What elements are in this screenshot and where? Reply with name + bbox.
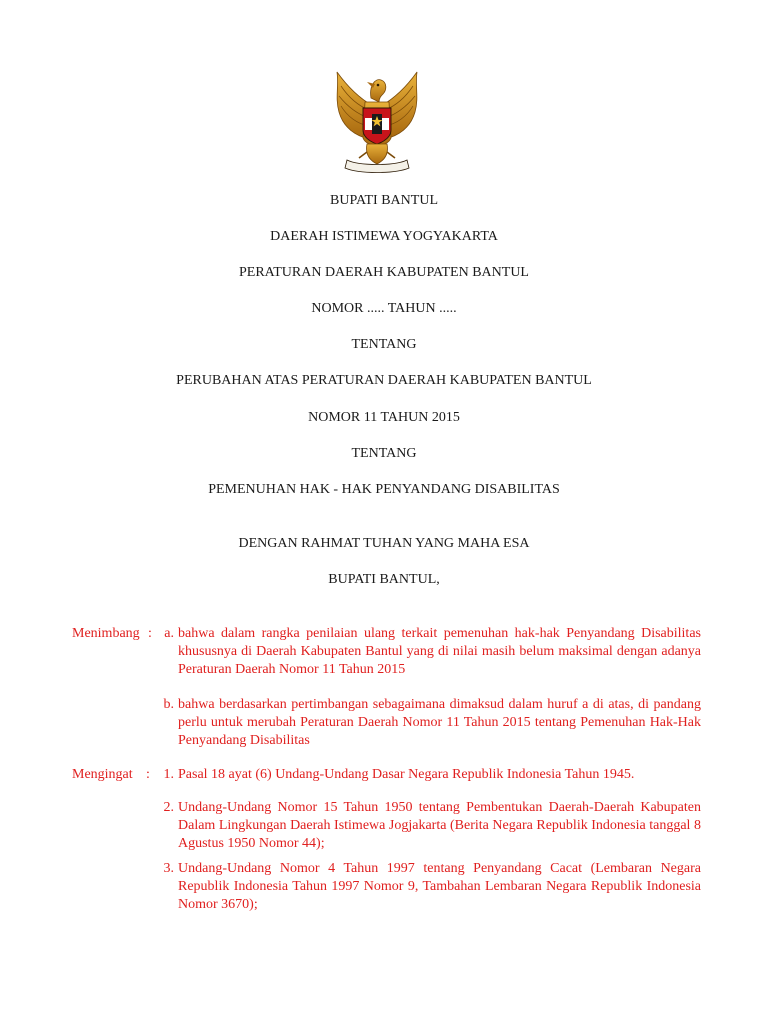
mengingat-colon: : (146, 767, 150, 782)
regulation-number: NOMOR ..... TAHUN ..... (311, 301, 457, 316)
about-heading: TENTANG (351, 337, 417, 352)
amendment-title: PERUBAHAN ATAS PERATURAN DAERAH KABUPATEN BANTUL (176, 373, 592, 388)
menimbang-colon: : (148, 626, 152, 641)
about-heading-2: TENTANG (351, 446, 417, 461)
menimbang-marker-b: b. (163, 697, 174, 712)
mengingat-item-3: Undang-Undang Nomor 4 Tahun 1997 tentang Penyandang Cacat (Lembaran Negara Republik Indonesia Tahun 1997 Nomor 9, Tambahan Lembaran Negara Republik Indonesia Nomor 3670); (178, 861, 701, 912)
original-regulation-number: NOMOR 11 TAHUN 2015 (308, 410, 460, 425)
regulation-title: PERATURAN DAERAH KABUPATEN BANTUL (238, 265, 529, 280)
mengingat-marker-1: 1. (163, 767, 174, 782)
preamble-text: DENGAN RAHMAT TUHAN YANG MAHA ESA (238, 536, 530, 551)
menimbang-label: Menimbang (72, 626, 140, 641)
menimbang-item-b: bahwa berdasarkan pertimbangan sebagaimana dimaksud dalam huruf a di atas, di pandang perlu untuk merubah Peraturan Daerah Nomor 11 Tahun 2015 tentang Pemenuhan Hak-Hak Penyandang Disabilitas (178, 697, 701, 748)
authority-text: BUPATI BANTUL, (328, 572, 440, 587)
menimbang-item-a: bahwa dalam rangka penilaian ulang terkait pemenuhan hak-hak Penyandang Disabilitas khususnya di Daerah Kabupaten Bantul yang di nilai masih belum maksimal dengan adanya Peraturan Daerah Nomor 11 Tahun 2015 (178, 626, 701, 677)
region-title: DAERAH ISTIMEWA YOGYAKARTA (270, 229, 498, 244)
garuda-emblem-icon (329, 68, 425, 174)
mengingat-marker-2: 2. (163, 800, 174, 815)
menimbang-marker-a: a. (164, 626, 174, 641)
mengingat-item-2: Undang-Undang Nomor 15 Tahun 1950 tentang Pembentukan Daerah-Daerah Kabupaten Dalam Lingkungan Daerah Istimewa Jogjakarta (Berita Negara Republik Indonesia tanggal 8 Agustus 1950 Nomor 44); (178, 800, 701, 851)
regent-title: BUPATI BANTUL (330, 193, 438, 208)
subject-title: PEMENUHAN HAK - HAK PENYANDANG DISABILITAS (208, 482, 560, 497)
mengingat-item-1: Pasal 18 ayat (6) Undang-Undang Dasar Negara Republik Indonesia Tahun 1945. (178, 767, 635, 782)
mengingat-label: Mengingat (72, 767, 133, 782)
mengingat-marker-3: 3. (163, 861, 174, 876)
